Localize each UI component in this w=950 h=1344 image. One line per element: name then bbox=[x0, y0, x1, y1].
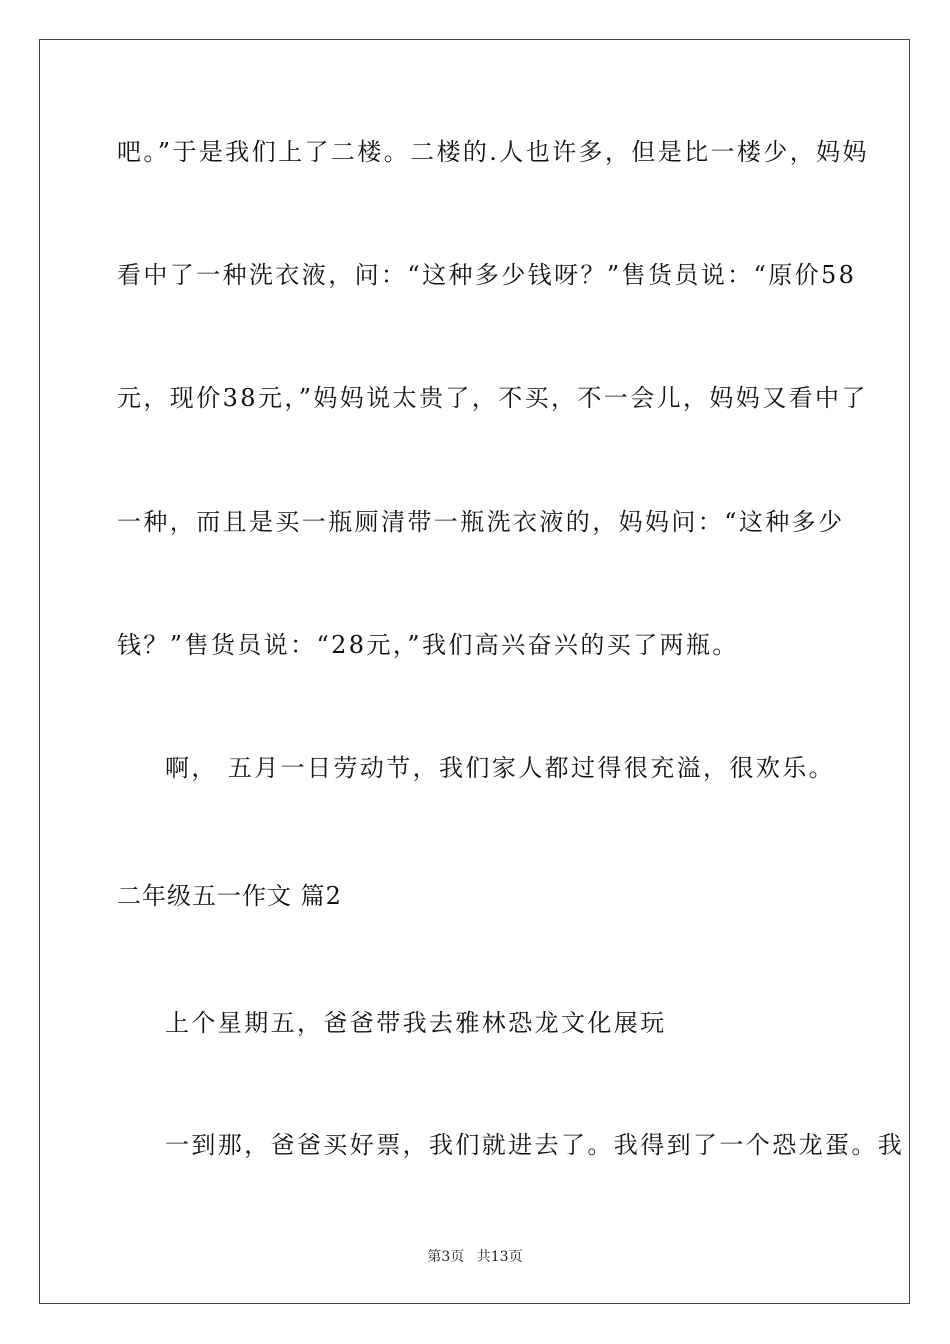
section-line-2: 一到那，爸爸买好票，我们就进去了。我得到了一个恐龙蛋。我 bbox=[165, 1131, 905, 1159]
page-total: 共13页 bbox=[476, 1249, 523, 1265]
paragraph-line-3: 元，现价38元，”妈妈说太贵了，不买，不一会儿，妈妈又看中了 bbox=[117, 384, 868, 412]
page-border bbox=[39, 39, 910, 1304]
paragraph-line-4: 一种，而且是买一瓶厕清带一瓶洗衣液的，妈妈问：“这种多少 bbox=[117, 508, 845, 536]
page-footer bbox=[0, 1248, 950, 1266]
paragraph-line-6: 啊， 五月一日劳动节，我们家人都过得很充溢，很欢乐。 bbox=[165, 754, 836, 782]
paragraph-line-2: 看中了一种洗衣液，问：“这种多少钱呀？”售货员说：“原价58 bbox=[117, 261, 857, 289]
section-line-1: 上个星期五，爸爸带我去雅林恐龙文化展玩 bbox=[165, 1009, 667, 1037]
page-number: 第3页 bbox=[427, 1249, 465, 1265]
paragraph-line-5: 钱？”售货员说：“28元，”我们高兴奋兴的买了两瓶。 bbox=[117, 631, 739, 659]
section-heading: 二年级五一作文 篇2 bbox=[117, 882, 342, 910]
paragraph-line-1: 吧。”于是我们上了二楼。二楼的.人也许多，但是比一楼少，妈妈 bbox=[117, 138, 869, 166]
